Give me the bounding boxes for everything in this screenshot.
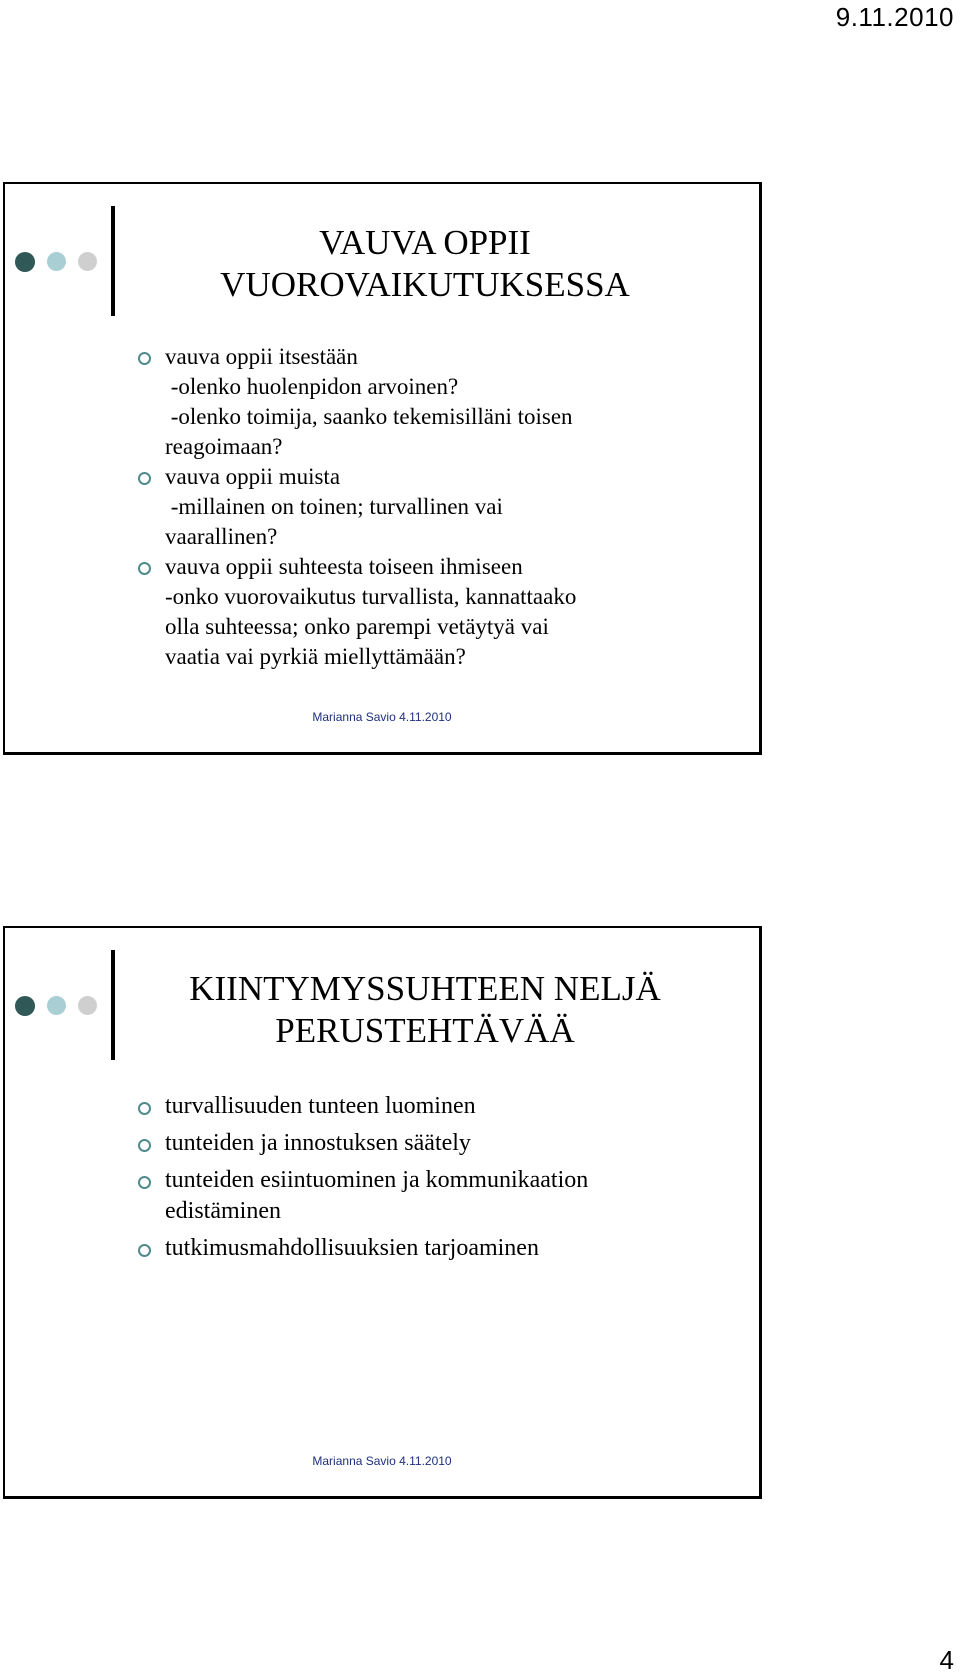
bullet-line: vaatia vai pyrkiä miellyttämään? <box>165 644 466 669</box>
bullet-item <box>5 1165 759 1227</box>
bullet-list <box>5 1091 759 1270</box>
bullet-line: vauva oppii itsestään <box>165 344 358 369</box>
bullet-list <box>5 342 759 672</box>
bullet-item <box>5 462 759 552</box>
slide-title <box>115 968 735 1052</box>
page-number: 4 <box>939 1645 954 1675</box>
grey-dot-icon <box>78 252 97 271</box>
hollow-circle-bullet-icon <box>138 1139 151 1152</box>
bullet-line: vaarallinen? <box>165 524 278 549</box>
hollow-circle-bullet-icon <box>138 1102 151 1115</box>
dark-dot-icon <box>15 252 35 272</box>
bullet-item <box>5 342 759 462</box>
bullet-line: tunteiden ja innostuksen säätely <box>165 1130 471 1156</box>
title-line: VAUVA OPPII <box>319 223 531 262</box>
bullet-item <box>5 1233 759 1264</box>
hollow-circle-bullet-icon <box>138 352 151 365</box>
bullet-item <box>5 1128 759 1159</box>
title-line: VUOROVAIKUTUKSESSA <box>220 265 630 304</box>
bullet-line: -olenko huolenpidon arvoinen? <box>165 374 459 399</box>
bullet-item <box>5 552 759 672</box>
page-date: 9.11.2010 <box>835 2 954 32</box>
hollow-circle-bullet-icon <box>138 562 151 575</box>
bullet-line: turvallisuuden tunteen luominen <box>165 1093 476 1119</box>
bullet-line: vauva oppii suhteesta toiseen ihmiseen <box>165 554 523 579</box>
light-dot-icon <box>47 252 66 271</box>
slide-footer: Marianna Savio 4.11.2010 <box>312 1454 452 1468</box>
title-line: PERUSTEHTÄVÄÄ <box>275 1011 575 1050</box>
grey-dot-icon <box>78 996 97 1015</box>
bullet-line: reagoimaan? <box>165 434 283 459</box>
bullet-line: -olenko toimija, saanko tekemisilläni toisen <box>165 404 573 429</box>
bullet-line: tutkimusmahdollisuuksien tarjoaminen <box>165 1235 539 1261</box>
bullet-line: -onko vuorovaikutus turvallista, kannattaako <box>165 584 577 609</box>
bullet-line: tunteiden esiintuominen ja kommunikaation <box>165 1167 589 1193</box>
bullet-line: vauva oppii muista <box>165 464 341 489</box>
bullet-item <box>5 1091 759 1122</box>
title-line: KIINTYMYSSUHTEEN NELJÄ <box>189 969 661 1008</box>
bullet-line: edistäminen <box>165 1198 281 1224</box>
slide-1 <box>3 182 762 755</box>
hollow-circle-bullet-icon <box>138 1244 151 1257</box>
slide-2 <box>3 926 762 1499</box>
slide-footer: Marianna Savio 4.11.2010 <box>312 710 452 724</box>
slide-title <box>115 222 735 306</box>
hollow-circle-bullet-icon <box>138 1176 151 1189</box>
light-dot-icon <box>47 996 66 1015</box>
bullet-line: olla suhteessa; onko parempi vetäytyä vai <box>165 614 549 639</box>
dark-dot-icon <box>15 996 35 1016</box>
hollow-circle-bullet-icon <box>138 472 151 485</box>
bullet-line: -millainen on toinen; turvallinen vai <box>165 494 503 519</box>
